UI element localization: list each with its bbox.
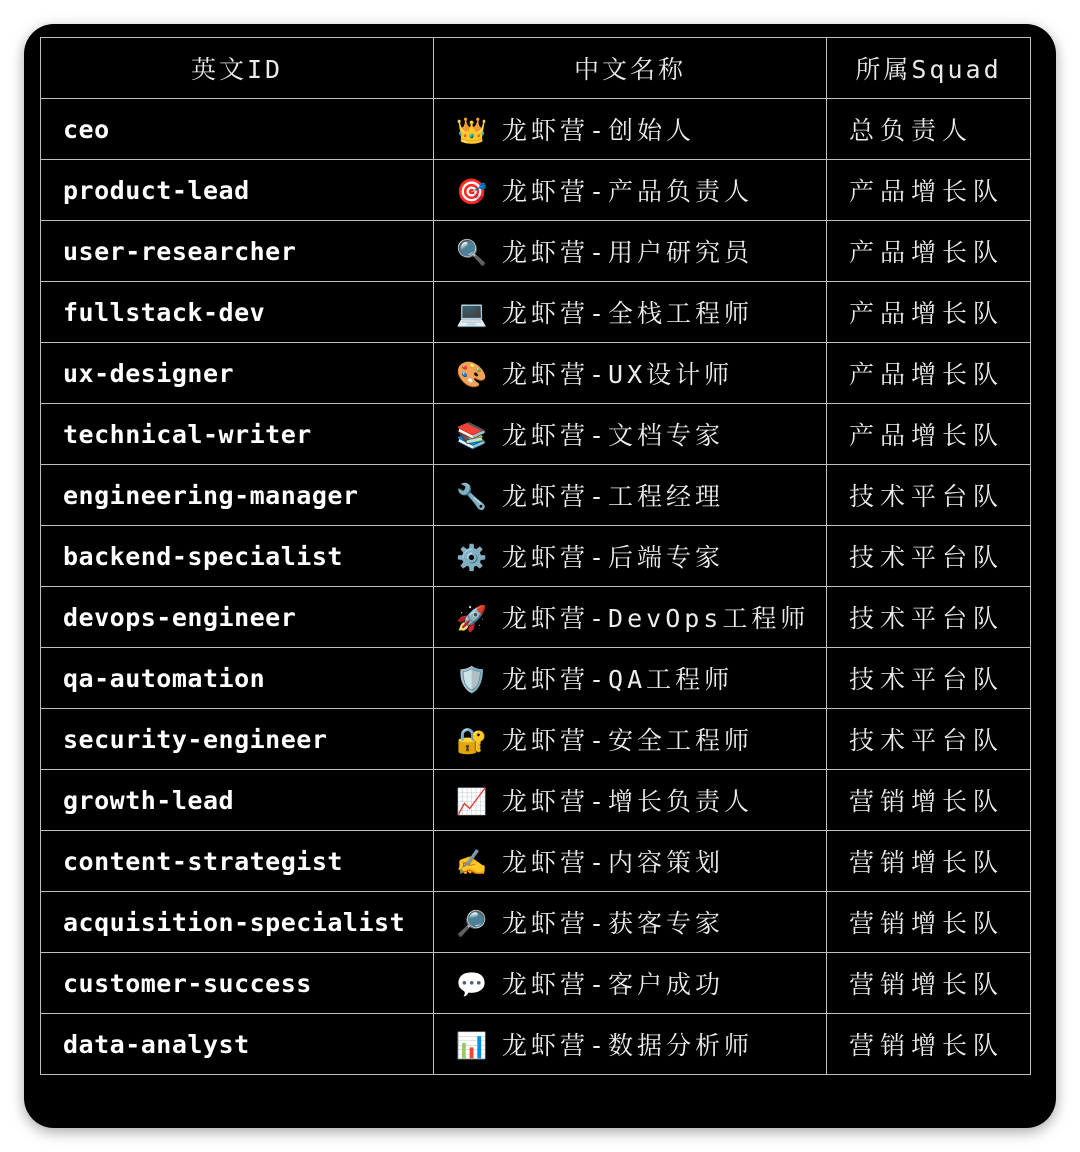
table-row	[41, 404, 1031, 465]
agent-name-label: 龙虾营-内容策划	[502, 848, 725, 877]
agent-name-cell	[434, 648, 827, 709]
table-row	[41, 709, 1031, 770]
palette-icon: 🎨	[456, 360, 488, 389]
agent-id-cell: customer-success	[41, 953, 434, 1014]
table-row	[41, 648, 1031, 709]
wrench-icon: 🔧	[456, 482, 488, 511]
agent-name-label: 龙虾营-全栈工程师	[502, 299, 754, 328]
table-header-row	[41, 38, 1031, 99]
rocket-icon: 🚀	[456, 604, 488, 633]
agent-name-label: 龙虾营-安全工程师	[502, 726, 754, 755]
table-row	[41, 1014, 1031, 1075]
squad-cell: 营销增长队	[827, 953, 1031, 1014]
agent-name-label: 龙虾营-DevOps工程师	[502, 604, 810, 633]
agent-name-label: 龙虾营-数据分析师	[502, 1031, 754, 1060]
squad-cell: 技术平台队	[827, 465, 1031, 526]
agent-name-cell	[434, 831, 827, 892]
agent-name-cell	[434, 709, 827, 770]
agent-name-cell	[434, 99, 827, 160]
agent-name-label: 龙虾营-QA工程师	[502, 665, 734, 694]
agent-id-cell: engineering-manager	[41, 465, 434, 526]
magnifier-right-icon: 🔎	[456, 909, 488, 938]
table-row	[41, 160, 1031, 221]
agent-name-cell	[434, 1014, 827, 1075]
agent-name-label: 龙虾营-获客专家	[502, 909, 725, 938]
agent-name-label: 龙虾营-产品负责人	[502, 177, 754, 206]
target-icon: 🎯	[456, 177, 488, 206]
table-row	[41, 526, 1031, 587]
agent-name-label: 龙虾营-创始人	[502, 116, 696, 145]
lock-icon: 🔐	[456, 726, 488, 755]
squad-cell: 技术平台队	[827, 648, 1031, 709]
agent-id-cell: fullstack-dev	[41, 282, 434, 343]
agent-id-cell: product-lead	[41, 160, 434, 221]
table-row	[41, 831, 1031, 892]
magnifier-icon: 🔍	[456, 238, 488, 267]
laptop-icon: 💻	[456, 299, 488, 328]
agent-name-label: 龙虾营-文档专家	[502, 421, 725, 450]
agent-name-cell	[434, 404, 827, 465]
squad-cell: 营销增长队	[827, 1014, 1031, 1075]
agent-name-cell	[434, 343, 827, 404]
header-chinese-name: 中文名称	[434, 38, 827, 99]
squad-cell: 产品增长队	[827, 343, 1031, 404]
table-row	[41, 892, 1031, 953]
agent-name-cell	[434, 465, 827, 526]
table-row	[41, 587, 1031, 648]
squad-cell: 产品增长队	[827, 282, 1031, 343]
agent-id-cell: devops-engineer	[41, 587, 434, 648]
squad-cell: 产品增长队	[827, 160, 1031, 221]
table-row	[41, 953, 1031, 1014]
agent-name-label: 龙虾营-UX设计师	[502, 360, 734, 389]
agent-name-cell	[434, 770, 827, 831]
agent-id-cell: ceo	[41, 99, 434, 160]
table-row	[41, 465, 1031, 526]
squad-cell: 产品增长队	[827, 404, 1031, 465]
agent-name-label: 龙虾营-工程经理	[502, 482, 725, 511]
squad-cell: 营销增长队	[827, 892, 1031, 953]
agent-name-label: 龙虾营-后端专家	[502, 543, 725, 572]
agent-name-cell	[434, 221, 827, 282]
squad-cell: 技术平台队	[827, 709, 1031, 770]
gear-icon: ⚙️	[456, 543, 488, 572]
speech-bubble-icon: 💬	[456, 970, 488, 999]
squad-cell: 总负责人	[827, 99, 1031, 160]
crown-icon: 👑	[456, 116, 488, 145]
agent-id-cell: content-strategist	[41, 831, 434, 892]
agent-id-cell: growth-lead	[41, 770, 434, 831]
agent-id-cell: security-engineer	[41, 709, 434, 770]
shield-icon: 🛡️	[456, 665, 488, 694]
agent-id-cell: backend-specialist	[41, 526, 434, 587]
squad-cell: 营销增长队	[827, 770, 1031, 831]
table-row	[41, 343, 1031, 404]
agent-name-cell	[434, 953, 827, 1014]
table-card	[24, 24, 1056, 1128]
bar-chart-icon: 📊	[456, 1031, 488, 1060]
agent-id-cell: ux-designer	[41, 343, 434, 404]
agent-name-label: 龙虾营-用户研究员	[502, 238, 754, 267]
agent-name-label: 龙虾营-客户成功	[502, 970, 725, 999]
squad-cell: 技术平台队	[827, 587, 1031, 648]
squad-cell: 技术平台队	[827, 526, 1031, 587]
squad-cell: 营销增长队	[827, 831, 1031, 892]
header-squad: 所属Squad	[827, 38, 1031, 99]
agent-id-cell: technical-writer	[41, 404, 434, 465]
agent-name-cell	[434, 160, 827, 221]
chart-increasing-icon: 📈	[456, 787, 488, 816]
agent-id-cell: data-analyst	[41, 1014, 434, 1075]
agent-id-cell: qa-automation	[41, 648, 434, 709]
agent-name-cell	[434, 892, 827, 953]
header-english-id: 英文ID	[41, 38, 434, 99]
agent-id-cell: acquisition-specialist	[41, 892, 434, 953]
agent-name-cell	[434, 587, 827, 648]
books-icon: 📚	[456, 421, 488, 450]
agent-id-cell: user-researcher	[41, 221, 434, 282]
agent-roster-table	[40, 37, 1031, 1075]
agent-name-cell	[434, 282, 827, 343]
agent-name-cell	[434, 526, 827, 587]
table-row	[41, 282, 1031, 343]
table-row	[41, 770, 1031, 831]
squad-cell: 产品增长队	[827, 221, 1031, 282]
table-row	[41, 221, 1031, 282]
table-row	[41, 99, 1031, 160]
writing-hand-icon: ✍️	[456, 848, 488, 877]
agent-name-label: 龙虾营-增长负责人	[502, 787, 754, 816]
